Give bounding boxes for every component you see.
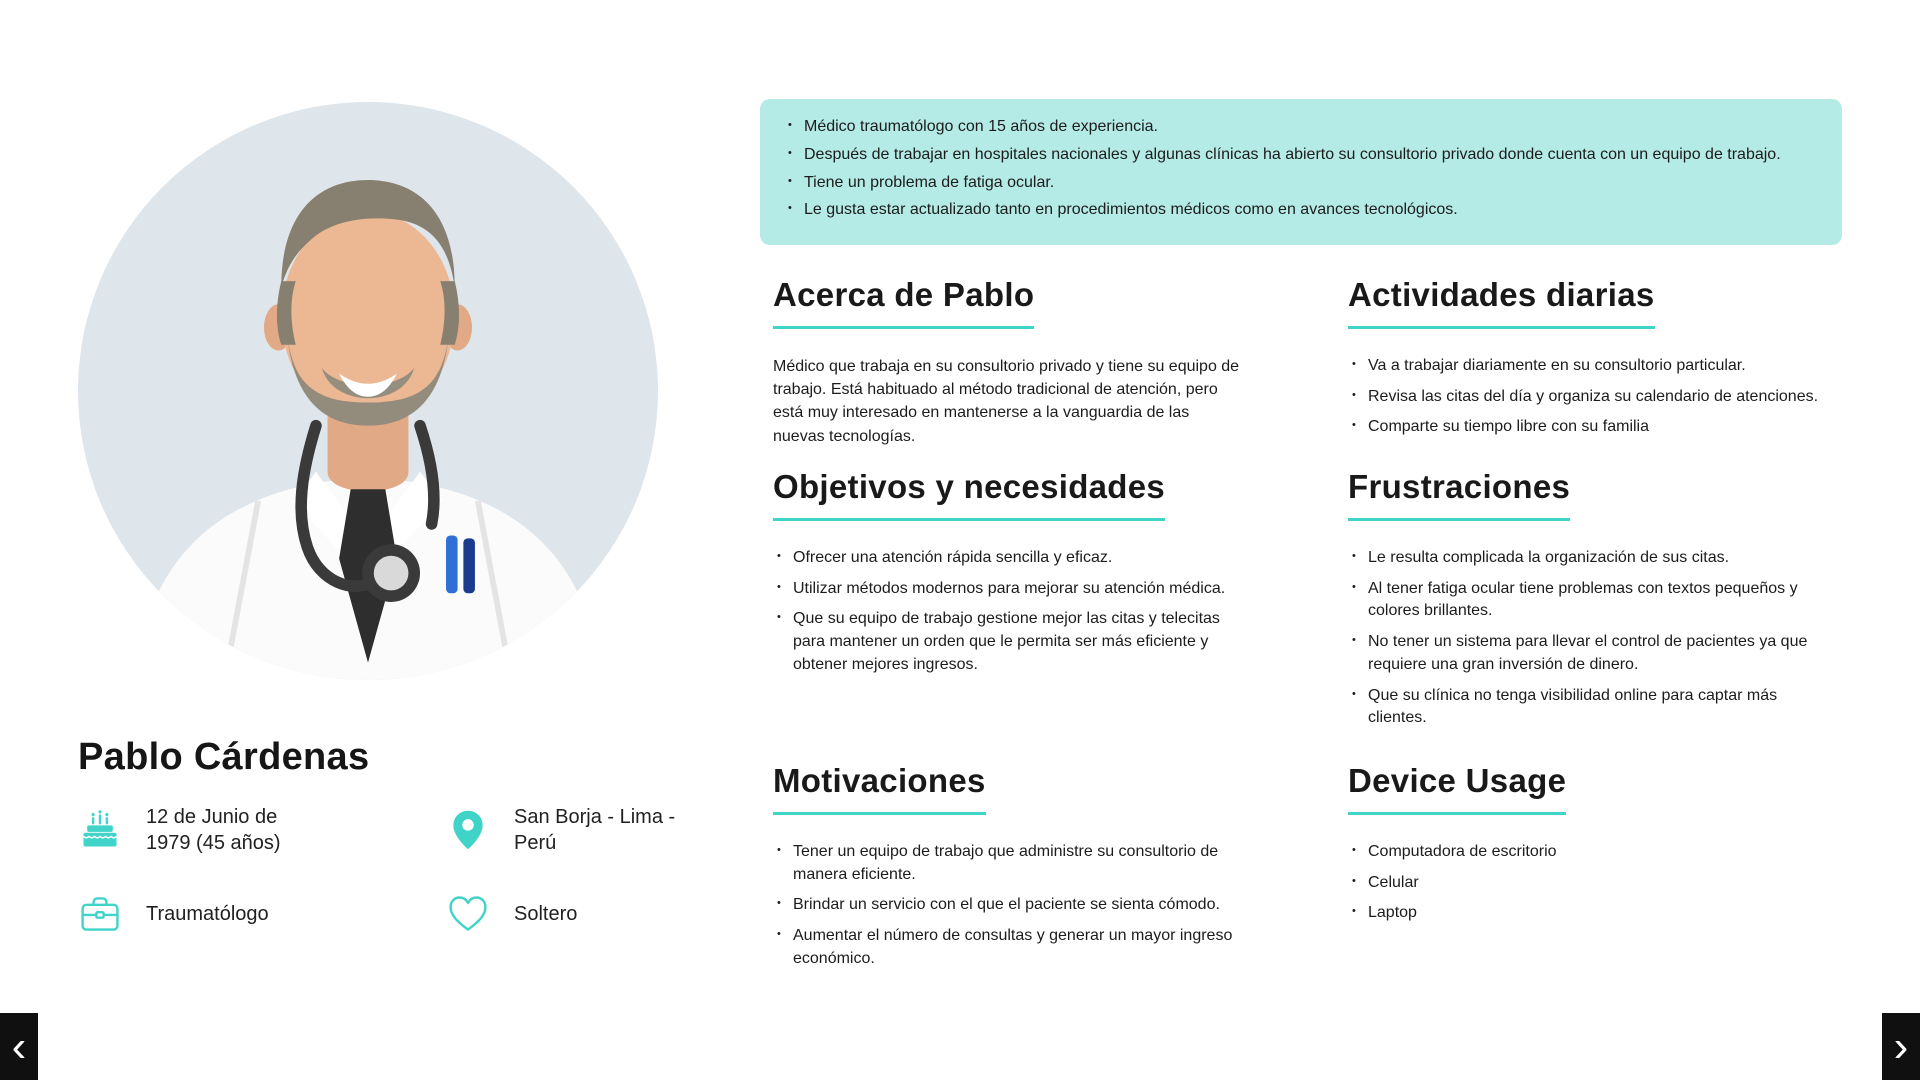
section-title: Objetivos y necesidades: [773, 468, 1165, 521]
detail-location: [446, 804, 678, 856]
section-title: Actividades diarias: [1348, 276, 1655, 329]
section-bullet-list: [1348, 547, 1840, 730]
section-title: Device Usage: [1348, 762, 1566, 815]
birthday-text: 12 de Junio de 1979 (45 años): [146, 806, 281, 854]
section-device-usage: [1348, 762, 1840, 933]
bullet-item: • Revisa las citas del día y organiza su calendario de atenciones.: [1348, 386, 1840, 409]
section-title: Acerca de Pablo: [773, 276, 1034, 329]
bullet-item: • Le gusta estar actualizado tanto en procedimientos médicos como en avances tecnológicos.: [784, 198, 1816, 223]
section-frustraciones: [1348, 468, 1840, 738]
summary-bullet-list: [784, 115, 1816, 223]
profession-text: Traumatólogo: [146, 903, 269, 925]
profile-details: [78, 804, 678, 936]
bullet-item: • Tener un equipo de trabajo que administre su consultorio de manera eficiente.: [773, 841, 1243, 886]
bullet-item: • Computadora de escritorio: [1348, 841, 1840, 864]
chevron-right-icon: ›: [1893, 1021, 1909, 1071]
bullet-item: • Celular: [1348, 872, 1840, 895]
location-pin-icon: [446, 808, 490, 852]
briefcase-icon: [78, 892, 122, 936]
detail-birthday: [78, 804, 446, 856]
summary-highlight-box: [760, 99, 1842, 245]
persona-name: Pablo Cárdenas: [78, 736, 370, 778]
section-objetivos-y-necesidades: [773, 468, 1243, 685]
bullet-item: • Tiene un problema de fatiga ocular.: [784, 171, 1816, 196]
section-motivaciones: [773, 762, 1243, 979]
bullet-item: • Le resulta complicada la organización de sus citas.: [1348, 547, 1840, 570]
bullet-item: • Brindar un servicio con el que el paciente se sienta cómodo.: [773, 894, 1243, 917]
section-acerca-de-pablo: [773, 276, 1243, 448]
chevron-left-icon: ‹: [11, 1021, 27, 1071]
heart-icon: [446, 892, 490, 936]
bullet-item: • Va a trabajar diariamente en su consultorio particular.: [1348, 355, 1840, 378]
section-bullet-list: [1348, 355, 1840, 439]
bullet-item: • Utilizar métodos modernos para mejorar su atención médica.: [773, 578, 1243, 601]
bullet-item: • Que su equipo de trabajo gestione mejor las citas y telecitas para mantener un orden que le permita ser más eficiente y obtener mejores ingresos.: [773, 608, 1243, 676]
birthday-cake-icon: [78, 808, 122, 852]
section-paragraph: Médico que trabaja en su consultorio privado y tiene su equipo de trabajo. Está habituado al método tradicional de atención, pero está muy interesado en mantenerse a la vanguardia de las nuevas tecnologías.: [773, 358, 1240, 445]
next-slide-button[interactable]: [1882, 1013, 1920, 1080]
section-bullet-list: [773, 841, 1243, 971]
bullet-item: • Laptop: [1348, 902, 1840, 925]
section-bullet-list: [773, 547, 1243, 677]
bullet-item: • Después de trabajar en hospitales nacionales y algunas clínicas ha abierto su consultorio privado donde cuenta con un equipo de trabajo.: [784, 143, 1816, 168]
bullet-item: • Médico traumatólogo con 15 años de experiencia.: [784, 115, 1816, 140]
location-text: San Borja - Lima - Perú: [514, 806, 676, 854]
bullet-item: • Ofrecer una atención rápida sencilla y eficaz.: [773, 547, 1243, 570]
detail-profession: [78, 892, 446, 936]
section-bullet-list: [1348, 841, 1840, 925]
section-title: Frustraciones: [1348, 468, 1570, 521]
section-actividades-diarias: [1348, 276, 1840, 447]
section-title: Motivaciones: [773, 762, 986, 815]
bullet-item: • Comparte su tiempo libre con su familia: [1348, 416, 1840, 439]
marital-status-text: Soltero: [514, 903, 578, 925]
doctor-photo-illustration: [78, 102, 658, 680]
detail-marital-status: [446, 892, 678, 936]
profile-photo: [78, 102, 658, 680]
bullet-item: • Que su clínica no tenga visibilidad online para captar más clientes.: [1348, 685, 1840, 730]
bullet-item: • Al tener fatiga ocular tiene problemas con textos pequeños y colores brillantes.: [1348, 578, 1840, 623]
bullet-item: • No tener un sistema para llevar el control de pacientes ya que requiere una gran inversión de dinero.: [1348, 631, 1840, 676]
bullet-item: • Aumentar el número de consultas y generar un mayor ingreso económico.: [773, 925, 1243, 970]
prev-slide-button[interactable]: [0, 1013, 38, 1080]
